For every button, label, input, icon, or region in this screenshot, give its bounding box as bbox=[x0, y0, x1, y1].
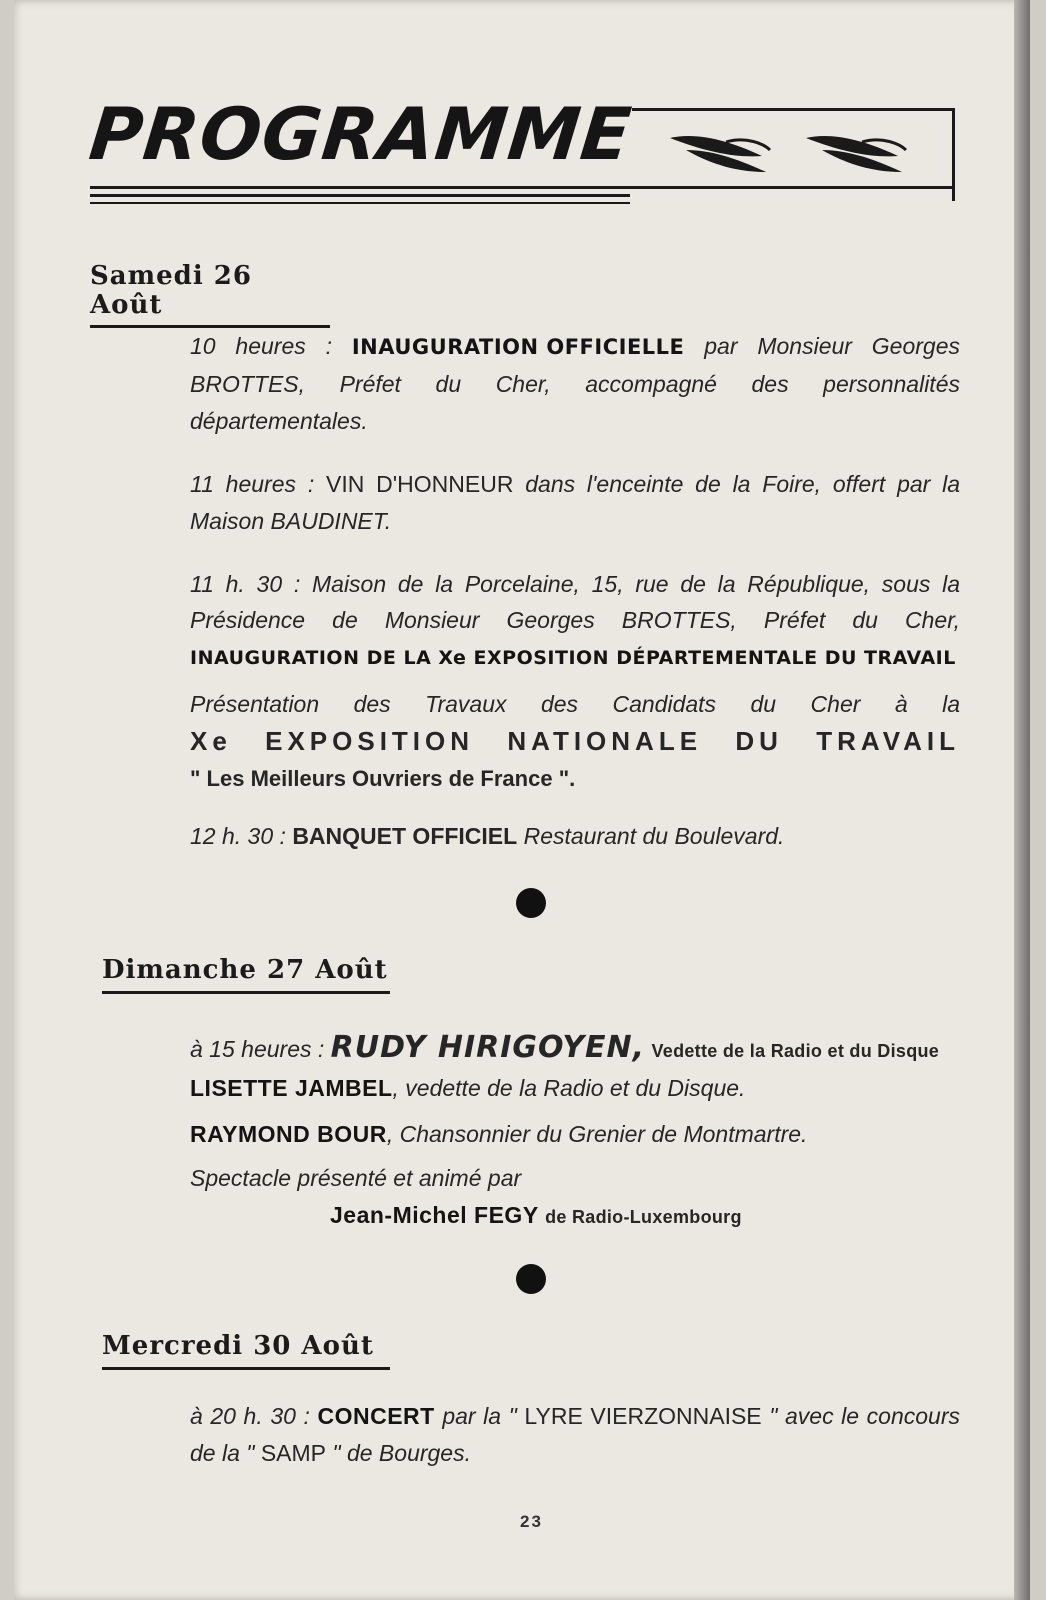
event-text: Restaurant du Boulevard. bbox=[517, 823, 785, 849]
event-text: , vedette de la Radio et du Disque. bbox=[392, 1075, 746, 1101]
event-item bbox=[190, 1160, 960, 1236]
event-title: CONCERT bbox=[317, 1403, 435, 1429]
event-item bbox=[190, 466, 960, 540]
header-rule bbox=[90, 202, 630, 204]
event-item bbox=[190, 1398, 960, 1472]
leaf-ornament-icon bbox=[666, 128, 776, 180]
event-title: INAUGURATION OFFICIELLE bbox=[351, 335, 685, 359]
event-title: INAUGURATION DE LA Xe EXPOSITION DÉPARTEMENTALE DU TRAVAIL bbox=[190, 647, 956, 669]
event-text: par la " bbox=[434, 1403, 525, 1429]
day-heading: Samedi 26 Août bbox=[90, 262, 330, 328]
event-title: RUDY HIRIGOYEN, bbox=[330, 1030, 646, 1065]
separator: : bbox=[282, 571, 312, 597]
event-item bbox=[190, 1116, 960, 1153]
event-subtitle: " Les Meilleurs Ouvriers de France ". bbox=[190, 766, 576, 791]
event-text: " avec le concours de la " bbox=[190, 1403, 960, 1466]
event-title: Xe EXPOSITION NATIONALE DU TRAVAIL bbox=[190, 726, 960, 756]
event-text: Maison de la Porcelaine, 15, rue de la République, sous la Présidence de Monsieur Georges BROTTES, Préfet du Cher, bbox=[190, 571, 961, 633]
event-item bbox=[190, 1070, 960, 1107]
event-text: dans l'enceinte de la Foire, offert par la Maison BAUDINET. bbox=[190, 471, 961, 534]
separator: : bbox=[295, 1403, 318, 1429]
bullet-separator bbox=[516, 888, 546, 918]
separator: : bbox=[296, 471, 327, 497]
event-title: VIN D'HONNEUR bbox=[326, 471, 514, 497]
day-heading: Mercredi 30 Août bbox=[102, 1332, 390, 1370]
event-text: Présentation des Travaux des Candidats du Cher à la bbox=[190, 691, 960, 717]
event-time: 10 heures bbox=[190, 333, 306, 359]
event-text: Vedette de la Radio et du Disque bbox=[651, 1041, 940, 1061]
program-page bbox=[14, 0, 1030, 1600]
event-title: LISETTE JAMBEL bbox=[190, 1075, 393, 1101]
event-time: 11 h. 30 bbox=[190, 571, 283, 597]
event-title: BANQUET OFFICIEL bbox=[292, 823, 518, 849]
separator: : bbox=[311, 1036, 331, 1062]
event-name: LYRE VIERZONNAISE bbox=[524, 1403, 762, 1429]
event-item bbox=[190, 328, 960, 440]
event-time: à 15 heures bbox=[190, 1036, 312, 1062]
event-name: SAMP bbox=[260, 1440, 327, 1466]
event-text: " de Bourges. bbox=[326, 1440, 471, 1466]
event-item bbox=[190, 686, 960, 797]
day-heading: Dimanche 27 Août bbox=[102, 956, 390, 994]
event-item bbox=[190, 818, 960, 855]
event-text: par Monsieur Georges BROTTES, Préfet du Cher, accompagné des personnalités départementales. bbox=[190, 333, 960, 434]
event-text: , Chansonnier du Grenier de Montmartre. bbox=[386, 1121, 808, 1147]
header-rule bbox=[90, 194, 630, 197]
event-subtitle: de Radio-Luxembourg bbox=[545, 1207, 742, 1227]
page-number: 23 bbox=[520, 1512, 543, 1531]
event-item bbox=[190, 1026, 960, 1073]
header-rule bbox=[90, 186, 954, 189]
page-title: PROGRAMME bbox=[85, 92, 636, 176]
event-time: 11 heures bbox=[190, 471, 297, 497]
event-title: Jean-Michel FEGY bbox=[330, 1202, 539, 1228]
event-time: 12 h. 30 bbox=[190, 823, 274, 849]
event-time: à 20 h. 30 bbox=[190, 1403, 296, 1429]
event-item bbox=[190, 566, 960, 676]
book-spine bbox=[1014, 0, 1030, 1600]
bullet-separator bbox=[516, 1264, 546, 1294]
separator: : bbox=[273, 823, 293, 849]
event-text: Spectacle présenté et animé par bbox=[190, 1165, 522, 1191]
event-title: RAYMOND BOUR bbox=[190, 1121, 387, 1147]
separator: : bbox=[305, 333, 352, 359]
leaf-ornament-icon bbox=[802, 128, 912, 180]
